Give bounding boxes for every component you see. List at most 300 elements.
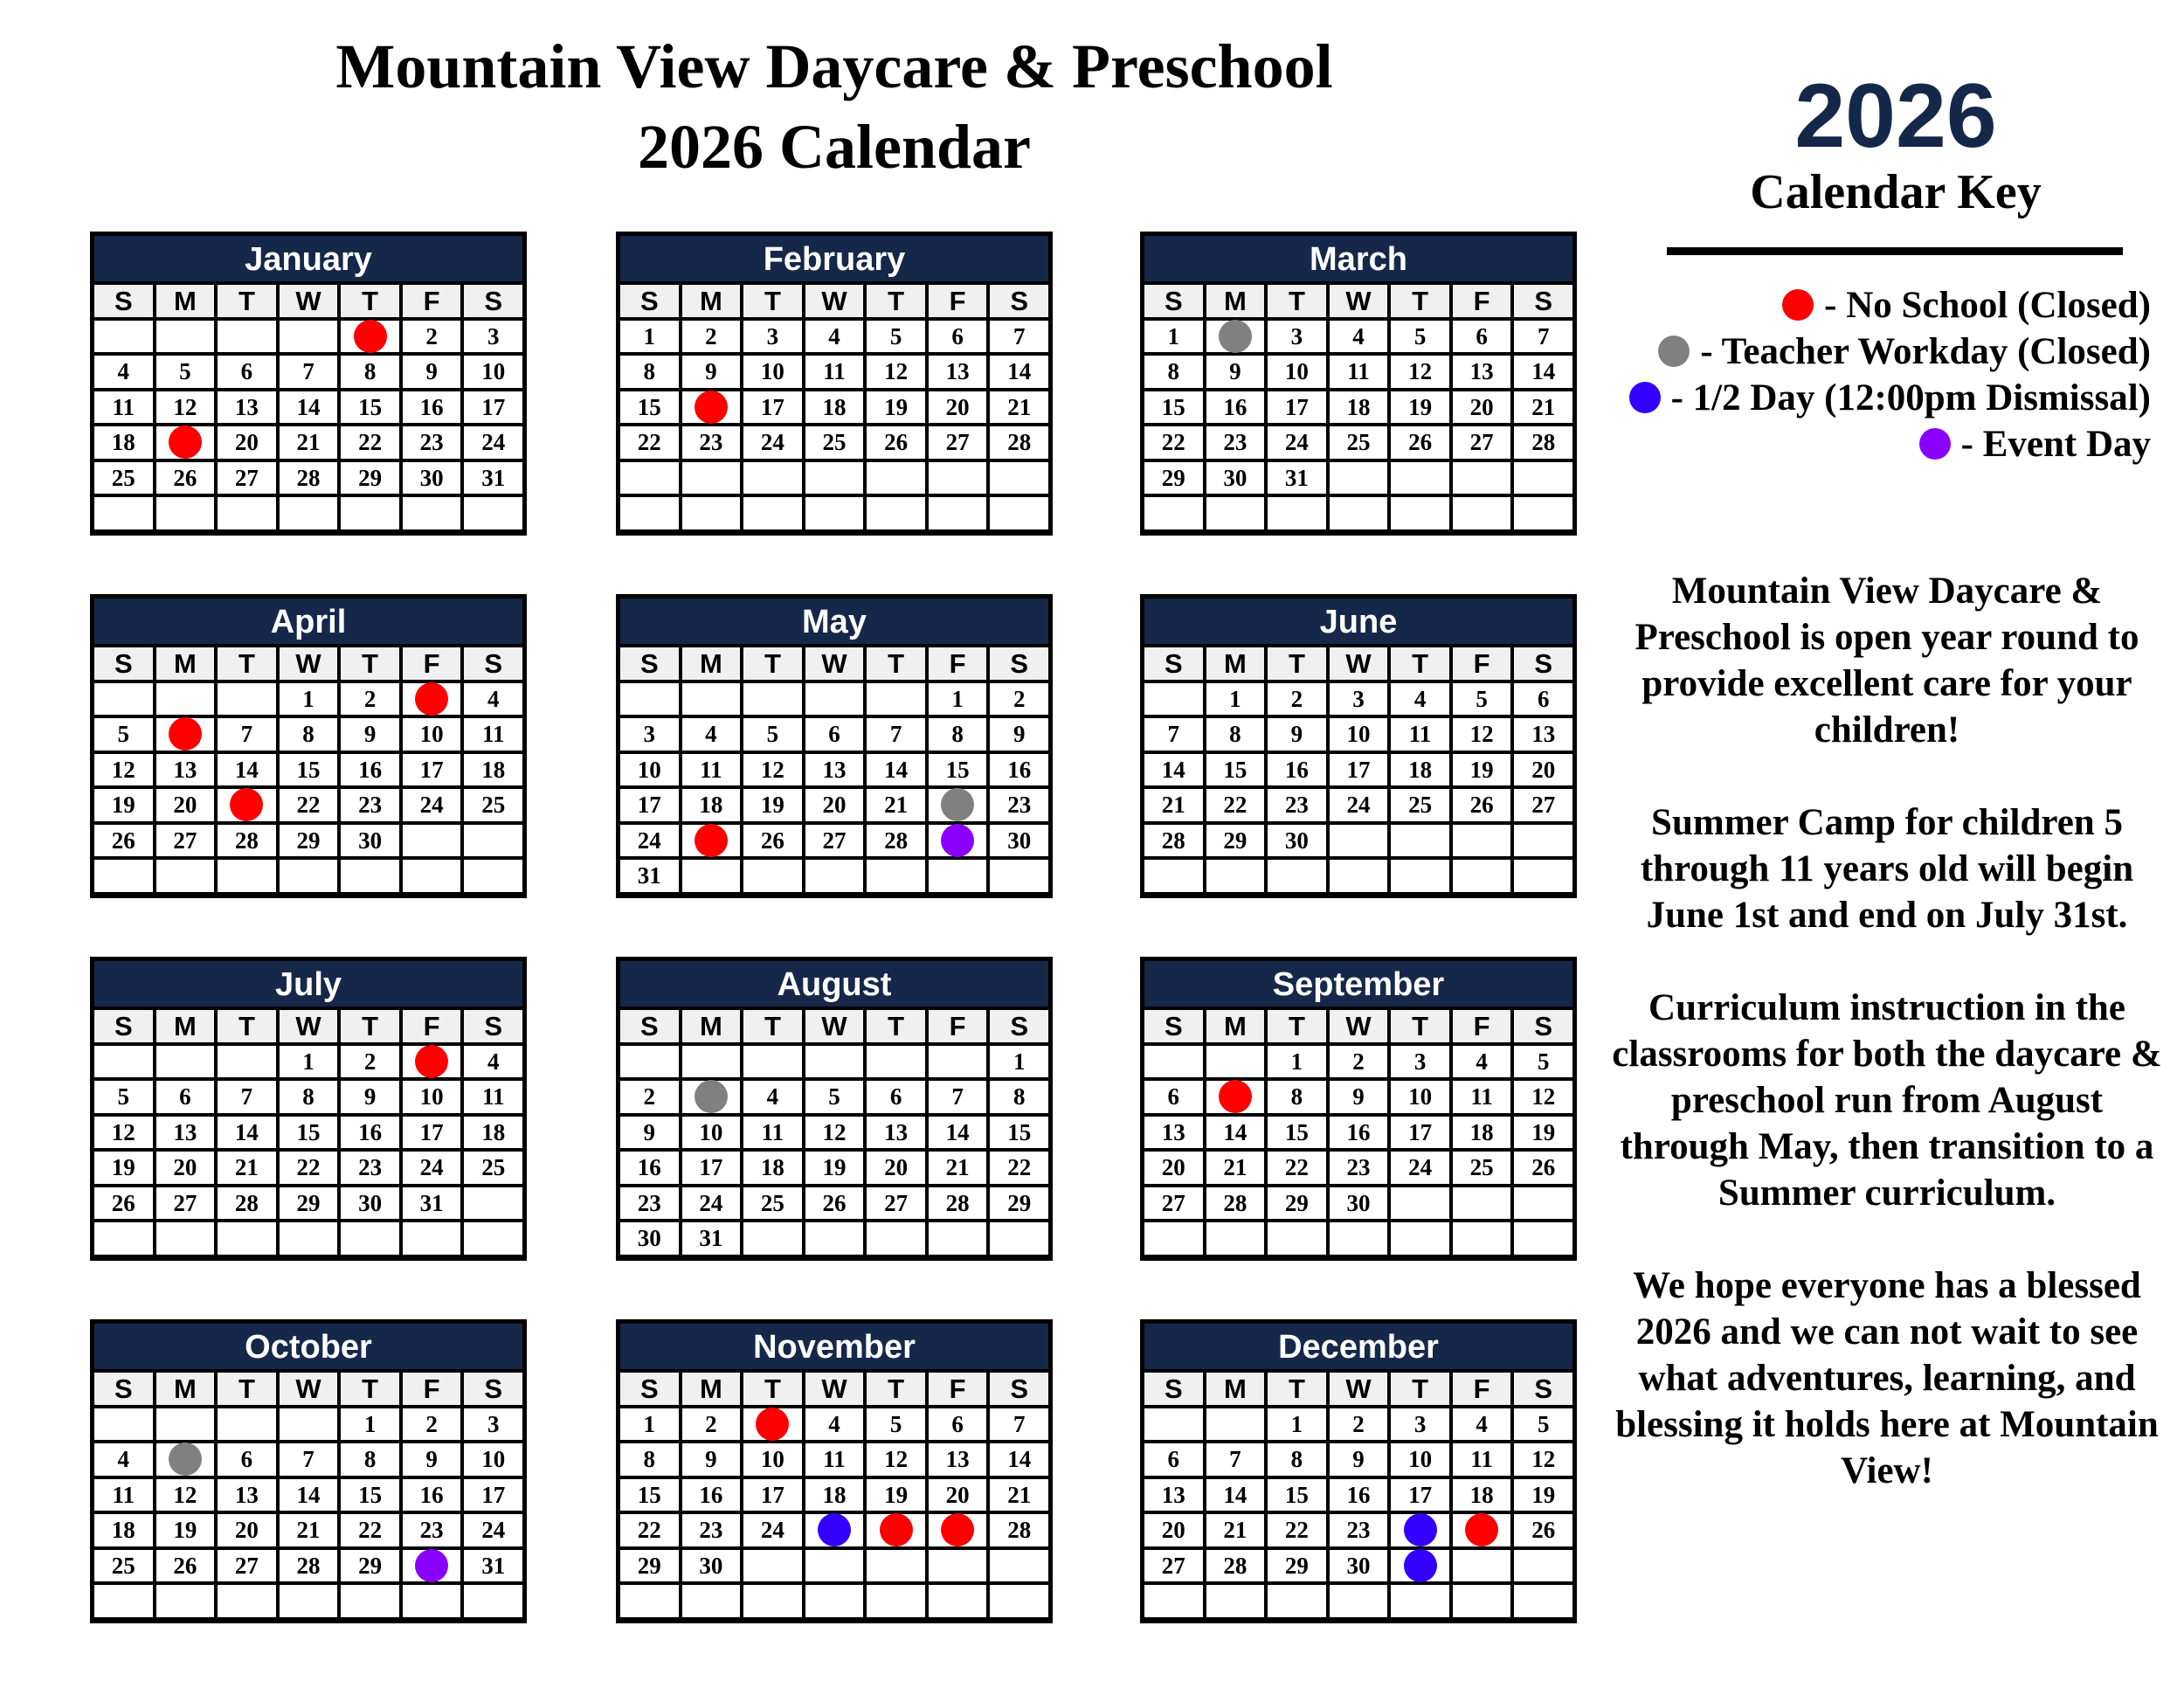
weekday-label: F bbox=[403, 1373, 461, 1405]
month-calendar-february bbox=[616, 232, 1053, 536]
day-cell: 1 bbox=[1144, 321, 1203, 353]
weekday-label: F bbox=[929, 1373, 987, 1405]
month-day-grid bbox=[620, 647, 1048, 892]
weekday-label: S bbox=[94, 1010, 153, 1042]
weekday-label: M bbox=[1206, 647, 1265, 680]
empty-cell bbox=[156, 321, 215, 353]
day-cell: 21 bbox=[990, 391, 1048, 424]
day-cell: 26 bbox=[1514, 1152, 1572, 1184]
half-day-dot-icon bbox=[818, 1513, 851, 1546]
day-cell: 23 bbox=[1330, 1514, 1388, 1546]
day-cell: 2 bbox=[990, 683, 1048, 716]
day-cell: 16 bbox=[403, 391, 461, 424]
empty-cell bbox=[929, 1046, 987, 1078]
weekday-label: M bbox=[682, 1373, 741, 1405]
weekday-label: S bbox=[990, 1373, 1048, 1405]
day-cell: 18 bbox=[1330, 391, 1388, 424]
day-cell: 14 bbox=[990, 1443, 1048, 1476]
weekday-label: S bbox=[1144, 1010, 1203, 1042]
day-cell: 13 bbox=[1144, 1117, 1203, 1149]
empty-cell bbox=[867, 1046, 925, 1078]
day-cell: 16 bbox=[1330, 1479, 1388, 1512]
weekday-label: S bbox=[464, 285, 522, 317]
day-cell: 16 bbox=[1268, 754, 1326, 786]
weekday-label: F bbox=[1453, 285, 1511, 317]
day-cell: 9 bbox=[403, 356, 461, 388]
day-cell: 21 bbox=[929, 1152, 987, 1184]
no-school-dot-icon bbox=[169, 425, 202, 459]
day-cell: 26 bbox=[94, 1187, 153, 1220]
day-cell: 7 bbox=[990, 321, 1048, 353]
weekday-label: T bbox=[867, 285, 925, 317]
day-cell: 22 bbox=[1268, 1152, 1326, 1184]
empty-cell bbox=[682, 1585, 741, 1617]
day-cell: 9 bbox=[1206, 356, 1265, 388]
day-cell: 28 bbox=[990, 426, 1048, 459]
day-cell: 26 bbox=[1453, 789, 1511, 821]
day-cell: 13 bbox=[156, 1117, 215, 1149]
day-cell: 24 bbox=[1391, 1152, 1449, 1184]
day-cell: 17 bbox=[620, 789, 679, 821]
weekday-label: T bbox=[1268, 1010, 1326, 1042]
day-cell: 15 bbox=[280, 754, 338, 786]
day-cell: 27 bbox=[1453, 426, 1511, 459]
no-school-dot-icon bbox=[415, 1045, 448, 1078]
day-cell: 17 bbox=[464, 1479, 522, 1512]
teacher-workday-dot-icon bbox=[941, 788, 974, 821]
month-name: August bbox=[620, 961, 1048, 1007]
empty-cell bbox=[1206, 1222, 1265, 1255]
day-cell: 4 bbox=[743, 1081, 802, 1113]
day-cell: 27 bbox=[1144, 1187, 1203, 1220]
day-cell: 30 bbox=[1206, 462, 1265, 495]
day-cell: 26 bbox=[1391, 426, 1449, 459]
weekday-label: F bbox=[1453, 647, 1511, 680]
day-cell: 7 bbox=[867, 718, 925, 751]
day-cell: 19 bbox=[1453, 754, 1511, 786]
empty-cell bbox=[1206, 1585, 1265, 1617]
day-cell: 30 bbox=[1330, 1550, 1388, 1582]
empty-cell bbox=[929, 860, 987, 892]
day-cell: 20 bbox=[805, 789, 864, 821]
teacher-workday-dot-icon bbox=[1219, 320, 1252, 353]
day-cell: 7 bbox=[280, 1443, 338, 1476]
weekday-label: S bbox=[94, 285, 153, 317]
info-text bbox=[1607, 568, 2167, 1540]
day-cell: 19 bbox=[1391, 391, 1449, 424]
day-cell: 1 bbox=[1268, 1046, 1326, 1078]
empty-cell bbox=[1391, 1187, 1449, 1220]
empty-cell bbox=[1330, 462, 1388, 495]
empty-cell bbox=[1144, 683, 1203, 716]
day-cell: 19 bbox=[94, 1152, 153, 1184]
empty-cell bbox=[620, 1046, 679, 1078]
day-cell: 24 bbox=[403, 1152, 461, 1184]
day-cell: 12 bbox=[743, 754, 802, 786]
day-cell: 19 bbox=[743, 789, 802, 821]
day-cell: 12 bbox=[1514, 1081, 1572, 1113]
weekday-label: T bbox=[218, 285, 276, 317]
day-cell: 27 bbox=[218, 462, 276, 495]
empty-cell bbox=[1453, 1585, 1511, 1617]
day-cell: 5 bbox=[805, 1081, 864, 1113]
weekday-label: T bbox=[743, 285, 802, 317]
weekday-label: T bbox=[867, 1010, 925, 1042]
key-item-label: - Event Day bbox=[1960, 423, 2151, 465]
day-marker-no-school bbox=[1453, 1514, 1511, 1546]
month-calendar-august bbox=[616, 957, 1053, 1261]
day-cell: 8 bbox=[280, 718, 338, 751]
weekday-label: T bbox=[1268, 285, 1326, 317]
day-cell: 15 bbox=[620, 1479, 679, 1512]
day-cell: 11 bbox=[1453, 1081, 1511, 1113]
empty-cell bbox=[403, 860, 461, 892]
event-day-dot-icon bbox=[415, 1549, 448, 1582]
empty-cell bbox=[156, 497, 215, 529]
empty-cell bbox=[929, 497, 987, 529]
day-cell: 11 bbox=[464, 718, 522, 751]
weekday-label: T bbox=[743, 1373, 802, 1405]
half-day-dot-icon bbox=[1404, 1513, 1437, 1546]
day-cell: 19 bbox=[867, 1479, 925, 1512]
day-cell: 23 bbox=[1206, 426, 1265, 459]
key-item-event-day bbox=[1919, 420, 2151, 467]
empty-cell bbox=[464, 497, 522, 529]
day-cell: 21 bbox=[280, 426, 338, 459]
empty-cell bbox=[1391, 462, 1449, 495]
weekday-label: T bbox=[341, 1373, 399, 1405]
day-cell: 2 bbox=[341, 683, 399, 716]
blue-dot-icon bbox=[1629, 382, 1661, 413]
month-name: May bbox=[620, 598, 1048, 644]
day-cell: 21 bbox=[867, 789, 925, 821]
day-cell: 17 bbox=[403, 1117, 461, 1149]
day-cell: 14 bbox=[1144, 754, 1203, 786]
day-cell: 16 bbox=[682, 1479, 741, 1512]
weekday-label: W bbox=[805, 1010, 864, 1042]
day-cell: 5 bbox=[94, 1081, 153, 1113]
day-cell: 22 bbox=[620, 426, 679, 459]
day-cell: 30 bbox=[341, 825, 399, 857]
day-cell: 29 bbox=[280, 825, 338, 857]
empty-cell bbox=[280, 860, 338, 892]
empty-cell bbox=[929, 462, 987, 495]
empty-cell bbox=[464, 1585, 522, 1617]
day-cell: 18 bbox=[682, 789, 741, 821]
empty-cell bbox=[94, 321, 153, 353]
day-cell: 6 bbox=[929, 1408, 987, 1441]
weekday-label: S bbox=[990, 647, 1048, 680]
empty-cell bbox=[1206, 860, 1265, 892]
month-day-grid bbox=[620, 285, 1048, 529]
empty-cell bbox=[1391, 860, 1449, 892]
day-cell: 2 bbox=[620, 1081, 679, 1113]
weekday-label: T bbox=[341, 647, 399, 680]
day-cell: 4 bbox=[94, 1443, 153, 1476]
day-cell: 23 bbox=[682, 1514, 741, 1546]
day-cell: 12 bbox=[156, 391, 215, 424]
day-cell: 28 bbox=[1206, 1550, 1265, 1582]
empty-cell bbox=[1514, 825, 1572, 857]
empty-cell bbox=[280, 321, 338, 353]
day-cell: 9 bbox=[341, 1081, 399, 1113]
no-school-dot-icon bbox=[941, 1513, 974, 1546]
weekday-label: W bbox=[1330, 647, 1388, 680]
day-cell: 15 bbox=[1268, 1479, 1326, 1512]
day-cell: 30 bbox=[341, 1187, 399, 1220]
day-cell: 22 bbox=[1144, 426, 1203, 459]
day-cell: 7 bbox=[1206, 1443, 1265, 1476]
day-cell: 7 bbox=[218, 718, 276, 751]
weekday-label: T bbox=[218, 647, 276, 680]
day-cell: 27 bbox=[156, 825, 215, 857]
empty-cell bbox=[1206, 1046, 1265, 1078]
day-cell: 4 bbox=[682, 718, 741, 751]
key-year: 2026 bbox=[1794, 66, 1997, 167]
day-cell: 12 bbox=[94, 754, 153, 786]
day-marker-teacher-workday bbox=[929, 789, 987, 821]
day-cell: 16 bbox=[403, 1479, 461, 1512]
empty-cell bbox=[94, 1046, 153, 1078]
empty-cell bbox=[1206, 1408, 1265, 1441]
day-cell: 5 bbox=[94, 718, 153, 751]
day-cell: 29 bbox=[341, 1550, 399, 1582]
day-cell: 18 bbox=[464, 754, 522, 786]
empty-cell bbox=[1453, 1187, 1511, 1220]
day-cell: 1 bbox=[341, 1408, 399, 1441]
weekday-label: S bbox=[1144, 285, 1203, 317]
empty-cell bbox=[743, 497, 802, 529]
empty-cell bbox=[805, 683, 864, 716]
weekday-label: T bbox=[1268, 1373, 1326, 1405]
day-cell: 13 bbox=[156, 754, 215, 786]
empty-cell bbox=[682, 1046, 741, 1078]
no-school-dot-icon bbox=[354, 320, 387, 353]
empty-cell bbox=[682, 462, 741, 495]
empty-cell bbox=[1391, 1222, 1449, 1255]
empty-cell bbox=[990, 1550, 1048, 1582]
month-calendar-june bbox=[1140, 594, 1577, 898]
empty-cell bbox=[743, 462, 802, 495]
day-cell: 20 bbox=[218, 426, 276, 459]
weekday-label: M bbox=[1206, 285, 1265, 317]
day-cell: 13 bbox=[218, 1479, 276, 1512]
weekday-label: W bbox=[805, 285, 864, 317]
day-cell: 25 bbox=[805, 426, 864, 459]
weekday-label: M bbox=[156, 1373, 215, 1405]
day-cell: 10 bbox=[464, 356, 522, 388]
day-cell: 31 bbox=[1268, 462, 1326, 495]
day-cell: 20 bbox=[929, 1479, 987, 1512]
day-cell: 25 bbox=[743, 1187, 802, 1220]
empty-cell bbox=[743, 1046, 802, 1078]
day-cell: 6 bbox=[1453, 321, 1511, 353]
empty-cell bbox=[743, 1222, 802, 1255]
day-cell: 17 bbox=[682, 1152, 741, 1184]
empty-cell bbox=[620, 1585, 679, 1617]
day-cell: 24 bbox=[403, 789, 461, 821]
day-cell: 9 bbox=[682, 1443, 741, 1476]
day-cell: 2 bbox=[403, 1408, 461, 1441]
day-cell: 10 bbox=[682, 1117, 741, 1149]
day-cell: 4 bbox=[805, 321, 864, 353]
day-cell: 24 bbox=[1330, 789, 1388, 821]
day-cell: 11 bbox=[94, 1479, 153, 1512]
day-marker-no-school bbox=[682, 825, 741, 857]
title-line-1: Mountain View Daycare & Preschool bbox=[335, 31, 1333, 101]
page-title bbox=[105, 26, 1564, 187]
month-calendar-april bbox=[90, 594, 527, 898]
half-day-dot-icon bbox=[1404, 1549, 1437, 1582]
day-cell: 7 bbox=[1514, 321, 1572, 353]
day-cell: 17 bbox=[464, 391, 522, 424]
day-cell: 14 bbox=[1206, 1479, 1265, 1512]
weekday-label: S bbox=[1144, 1373, 1203, 1405]
weekday-label: S bbox=[464, 647, 522, 680]
empty-cell bbox=[1391, 825, 1449, 857]
day-cell: 28 bbox=[929, 1187, 987, 1220]
day-cell: 29 bbox=[280, 1187, 338, 1220]
empty-cell bbox=[94, 1408, 153, 1441]
day-cell: 25 bbox=[1330, 426, 1388, 459]
key-item-label: - Teacher Workday (Closed) bbox=[1700, 330, 2151, 372]
day-cell: 28 bbox=[1514, 426, 1572, 459]
empty-cell bbox=[929, 1222, 987, 1255]
info-paragraph: Mountain View Daycare & Preschool is open year round to provide excellent care for your children! bbox=[1635, 571, 2139, 751]
day-marker-teacher-workday bbox=[1206, 321, 1265, 353]
teacher-workday-dot-icon bbox=[695, 1080, 728, 1113]
day-cell: 2 bbox=[682, 1408, 741, 1441]
day-cell: 6 bbox=[805, 718, 864, 751]
day-cell: 5 bbox=[1391, 321, 1449, 353]
empty-cell bbox=[1144, 860, 1203, 892]
day-cell: 26 bbox=[805, 1187, 864, 1220]
weekday-label: W bbox=[280, 285, 338, 317]
empty-cell bbox=[1144, 497, 1203, 529]
empty-cell bbox=[1268, 497, 1326, 529]
day-cell: 18 bbox=[94, 1514, 153, 1546]
day-cell: 10 bbox=[403, 718, 461, 751]
empty-cell bbox=[218, 497, 276, 529]
day-cell: 4 bbox=[94, 356, 153, 388]
empty-cell bbox=[805, 497, 864, 529]
day-cell: 9 bbox=[1330, 1443, 1388, 1476]
day-cell: 24 bbox=[682, 1187, 741, 1220]
info-paragraph: We hope everyone has a blessed 2026 and we can not wait to see what adventures, learning, and blessing it holds here at Mountain View! bbox=[1615, 1265, 2159, 1491]
day-cell: 20 bbox=[929, 391, 987, 424]
day-cell: 1 bbox=[1206, 683, 1265, 716]
empty-cell bbox=[464, 825, 522, 857]
empty-cell bbox=[1514, 462, 1572, 495]
weekday-label: T bbox=[1391, 1010, 1449, 1042]
day-cell: 17 bbox=[1330, 754, 1388, 786]
day-cell: 16 bbox=[1330, 1117, 1388, 1149]
empty-cell bbox=[805, 1222, 864, 1255]
empty-cell bbox=[1514, 497, 1572, 529]
empty-cell bbox=[805, 462, 864, 495]
day-cell: 28 bbox=[280, 462, 338, 495]
day-cell: 21 bbox=[1206, 1514, 1265, 1546]
month-calendar-may bbox=[616, 594, 1053, 898]
key-item-label: - 1/2 Day (12:00pm Dismissal) bbox=[1670, 377, 2151, 419]
month-calendar-october bbox=[90, 1319, 527, 1623]
day-cell: 28 bbox=[990, 1514, 1048, 1546]
month-day-grid bbox=[94, 1373, 522, 1617]
empty-cell bbox=[867, 497, 925, 529]
weekday-label: S bbox=[1144, 647, 1203, 680]
day-cell: 18 bbox=[743, 1152, 802, 1184]
day-cell: 21 bbox=[1206, 1152, 1265, 1184]
day-cell: 27 bbox=[1144, 1550, 1203, 1582]
no-school-dot-icon bbox=[1465, 1513, 1498, 1546]
day-cell: 11 bbox=[1330, 356, 1388, 388]
month-calendar-november bbox=[616, 1319, 1053, 1623]
day-marker-no-school bbox=[341, 321, 399, 353]
day-cell: 6 bbox=[1144, 1443, 1203, 1476]
empty-cell bbox=[156, 683, 215, 716]
empty-cell bbox=[341, 1222, 399, 1255]
day-cell: 23 bbox=[620, 1187, 679, 1220]
day-cell: 21 bbox=[280, 1514, 338, 1546]
day-cell: 9 bbox=[620, 1117, 679, 1149]
day-cell: 16 bbox=[620, 1152, 679, 1184]
day-cell: 5 bbox=[743, 718, 802, 751]
weekday-label: F bbox=[403, 647, 461, 680]
empty-cell bbox=[867, 1222, 925, 1255]
no-school-dot-icon bbox=[230, 788, 263, 821]
day-cell: 31 bbox=[403, 1187, 461, 1220]
day-marker-half-day bbox=[1391, 1550, 1449, 1582]
day-cell: 14 bbox=[1514, 356, 1572, 388]
weekday-label: T bbox=[867, 1373, 925, 1405]
day-cell: 3 bbox=[1268, 321, 1326, 353]
day-cell: 26 bbox=[867, 426, 925, 459]
day-cell: 8 bbox=[280, 1081, 338, 1113]
day-cell: 29 bbox=[990, 1187, 1048, 1220]
day-cell: 20 bbox=[1144, 1152, 1203, 1184]
day-cell: 5 bbox=[867, 321, 925, 353]
day-cell: 20 bbox=[1453, 391, 1511, 424]
day-cell: 19 bbox=[156, 1514, 215, 1546]
empty-cell bbox=[218, 1222, 276, 1255]
day-cell: 17 bbox=[1391, 1479, 1449, 1512]
month-name: February bbox=[620, 236, 1048, 281]
weekday-label: T bbox=[218, 1373, 276, 1405]
weekday-label: T bbox=[867, 647, 925, 680]
day-cell: 17 bbox=[1391, 1117, 1449, 1149]
month-day-grid bbox=[94, 285, 522, 529]
day-cell: 14 bbox=[218, 754, 276, 786]
day-cell: 14 bbox=[990, 356, 1048, 388]
day-cell: 11 bbox=[805, 356, 864, 388]
day-cell: 5 bbox=[1514, 1408, 1572, 1441]
month-day-grid bbox=[94, 647, 522, 892]
weekday-label: S bbox=[1514, 647, 1572, 680]
weekday-label: M bbox=[156, 285, 215, 317]
day-marker-no-school bbox=[403, 683, 461, 716]
empty-cell bbox=[990, 860, 1048, 892]
weekday-label: F bbox=[403, 1010, 461, 1042]
empty-cell bbox=[990, 462, 1048, 495]
day-cell: 14 bbox=[929, 1117, 987, 1149]
day-cell: 12 bbox=[156, 1479, 215, 1512]
empty-cell bbox=[1514, 1222, 1572, 1255]
day-cell: 26 bbox=[156, 462, 215, 495]
empty-cell bbox=[1453, 1550, 1511, 1582]
day-cell: 28 bbox=[1206, 1187, 1265, 1220]
day-cell: 24 bbox=[743, 1514, 802, 1546]
day-cell: 13 bbox=[218, 391, 276, 424]
